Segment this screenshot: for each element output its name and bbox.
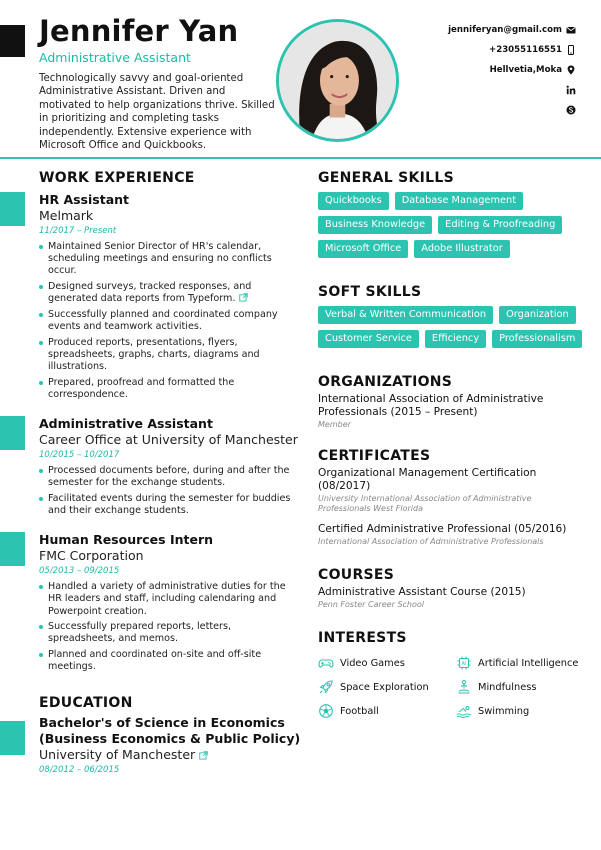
contact-linkedin[interactable] bbox=[376, 80, 576, 100]
job-bullet: Successfully planned and coordinated company events and teamwork activities. bbox=[39, 309, 301, 333]
interest-label: Football bbox=[340, 705, 379, 717]
general-skills-heading: GENERAL SKILLS bbox=[318, 170, 455, 186]
left-column bbox=[39, 170, 301, 776]
job-marker bbox=[0, 192, 25, 226]
job-bullet: Facilitated events during the semester for buddies and their exchange students. bbox=[39, 493, 301, 517]
job-bullet: Produced reports, presentations, flyers, spreadsheets, graphs, charts, diagrams and illustrations. bbox=[39, 337, 301, 374]
football-icon bbox=[318, 703, 334, 719]
skill-tag: Professionalism bbox=[492, 330, 582, 348]
job-bullet: Planned and coordinated on-site and off-site meetings. bbox=[39, 649, 301, 673]
education-marker bbox=[0, 721, 25, 755]
job-bullet: Prepared, proofread and formatted the correspondence. bbox=[39, 377, 301, 401]
courses-heading: COURSES bbox=[318, 567, 395, 583]
phone-icon bbox=[566, 45, 576, 55]
organization-entry bbox=[318, 393, 584, 430]
job-bullet: Processed documents before, during and after the semester for the exchange students. bbox=[39, 465, 301, 489]
interest-item bbox=[318, 703, 456, 719]
contact-email[interactable] bbox=[376, 20, 576, 40]
interest-label: Mindfulness bbox=[478, 681, 537, 693]
external-link-icon[interactable] bbox=[239, 293, 248, 302]
certificate-issuer: International Association of Administrative Professionals bbox=[318, 537, 544, 546]
work-experience-heading: WORK EXPERIENCE bbox=[39, 170, 195, 186]
job-marker bbox=[0, 416, 25, 450]
organizations-heading: ORGANIZATIONS bbox=[318, 374, 453, 390]
skill-tag: Business Knowledge bbox=[318, 216, 432, 234]
interest-label: Space Exploration bbox=[340, 681, 429, 693]
job-bullets bbox=[39, 581, 301, 673]
job-bullets bbox=[39, 465, 301, 517]
interest-item bbox=[456, 703, 584, 719]
interest-item bbox=[456, 655, 584, 671]
course-title: Administrative Assistant Course (2015) bbox=[318, 586, 526, 598]
job-bullet-text: Designed surveys, tracked responses, and generated data reports from Typeform. bbox=[48, 281, 252, 305]
certificate-entry bbox=[318, 523, 584, 547]
education-heading: EDUCATION bbox=[39, 695, 133, 712]
candidate-name: Jennifer Yan bbox=[39, 14, 239, 48]
course-entry bbox=[318, 586, 584, 610]
external-link-icon[interactable] bbox=[199, 751, 208, 760]
job-bullet: Handled a variety of administrative duties for the HR leaders and staff, including calendaring and Powerpoint creation. bbox=[39, 581, 301, 618]
right-column bbox=[318, 170, 584, 719]
job-title: HR Assistant bbox=[39, 192, 130, 207]
school-name-row bbox=[39, 747, 301, 762]
contact-location-text: Hellvetia,Moka bbox=[489, 65, 562, 75]
certificate-issuer: University International Association of Administrative Professionals West Florida bbox=[318, 494, 532, 513]
general-skills-tags bbox=[318, 192, 584, 258]
organization-title: International Association of Administrative Professionals (2015 – Present) bbox=[318, 393, 544, 418]
skill-tag: Organization bbox=[499, 306, 576, 324]
certificate-title: Certified Administrative Professional (05/2016) bbox=[318, 523, 567, 535]
job-entry bbox=[39, 192, 301, 401]
skype-icon[interactable] bbox=[566, 105, 576, 115]
contact-skype[interactable] bbox=[376, 100, 576, 120]
interest-label: Artificial Intelligence bbox=[478, 657, 579, 669]
contact-location bbox=[376, 60, 576, 80]
skill-tag: Verbal & Written Communication bbox=[318, 306, 493, 324]
svg-text:AI: AI bbox=[461, 661, 467, 668]
skill-tag: Microsoft Office bbox=[318, 240, 408, 258]
job-dates: 11/2017 – Present bbox=[39, 226, 117, 236]
soft-skills-tags bbox=[318, 306, 584, 348]
school-name: University of Manchester bbox=[39, 747, 196, 763]
skill-tag: Quickbooks bbox=[318, 192, 389, 210]
organization-role: Member bbox=[318, 420, 351, 429]
job-organization: Melmark bbox=[39, 208, 94, 223]
job-bullet: Maintained Senior Director of HR's calendar, scheduling meetings and ensuring no conflicts occur. bbox=[39, 241, 301, 278]
certificate-title: Organizational Management Certification (08/2017) bbox=[318, 467, 537, 492]
header-accent-bar bbox=[0, 25, 25, 57]
skill-tag: Customer Service bbox=[318, 330, 419, 348]
job-bullet: Successfully prepared reports, letters, spreadsheets, and memos. bbox=[39, 621, 301, 645]
job-organization: FMC Corporation bbox=[39, 548, 144, 564]
location-pin-icon bbox=[566, 65, 576, 75]
interests-grid bbox=[318, 655, 584, 719]
gamepad-icon bbox=[318, 655, 334, 671]
job-title: Human Resources Intern bbox=[39, 532, 214, 548]
contact-block bbox=[376, 20, 576, 120]
contact-phone-text[interactable]: +23055116551 bbox=[489, 45, 562, 55]
job-marker bbox=[0, 532, 25, 566]
education-dates: 08/2012 – 06/2015 bbox=[39, 765, 120, 776]
skill-tag: Editing & Proofreading bbox=[438, 216, 562, 234]
skill-tag: Database Management bbox=[395, 192, 523, 210]
contact-email-text[interactable]: jenniferyan@gmail.com bbox=[448, 25, 562, 35]
job-title: Administrative Assistant bbox=[39, 416, 213, 431]
rocket-icon bbox=[318, 679, 334, 695]
course-provider: Penn Foster Career School bbox=[318, 600, 424, 609]
job-dates: 05/2013 – 09/2015 bbox=[39, 566, 120, 577]
interests-heading: INTERESTS bbox=[318, 630, 407, 646]
certificate-entry bbox=[318, 467, 584, 514]
interest-item bbox=[456, 679, 584, 695]
candidate-title: Administrative Assistant bbox=[39, 50, 191, 65]
education-entry bbox=[39, 715, 301, 776]
job-entry bbox=[39, 416, 301, 517]
linkedin-icon[interactable] bbox=[566, 85, 576, 95]
header-divider bbox=[0, 157, 601, 159]
degree-title: Bachelor's of Science in Economics (Business Economics & Public Policy) bbox=[39, 715, 301, 747]
contact-phone[interactable] bbox=[376, 40, 576, 60]
skill-tag: Adobe Illustrator bbox=[414, 240, 509, 258]
summary-text: Technologically savvy and goal-oriented Administrative Assistant. Driven and motivated to help organizations thrive. Skilled in prioritizing and completing tasks independently. Extensive experience with Microsoft Office and Quickbooks. bbox=[39, 73, 275, 152]
ai-chip-icon bbox=[456, 655, 472, 671]
job-entry bbox=[39, 532, 301, 673]
certificates-heading: CERTIFICATES bbox=[318, 448, 431, 464]
job-dates: 10/2015 – 10/2017 bbox=[39, 450, 120, 460]
job-organization: Career Office at University of Manchester bbox=[39, 432, 298, 447]
interest-item bbox=[318, 679, 456, 695]
interest-label: Swimming bbox=[478, 705, 530, 717]
swimmer-icon bbox=[456, 703, 472, 719]
interest-label: Video Games bbox=[340, 657, 405, 669]
skill-tag: Efficiency bbox=[425, 330, 486, 348]
interest-item bbox=[318, 655, 456, 671]
soft-skills-heading: SOFT SKILLS bbox=[318, 284, 422, 300]
envelope-icon bbox=[566, 25, 576, 35]
job-bullet bbox=[39, 281, 301, 305]
meditation-icon bbox=[456, 679, 472, 695]
job-bullets bbox=[39, 241, 301, 401]
